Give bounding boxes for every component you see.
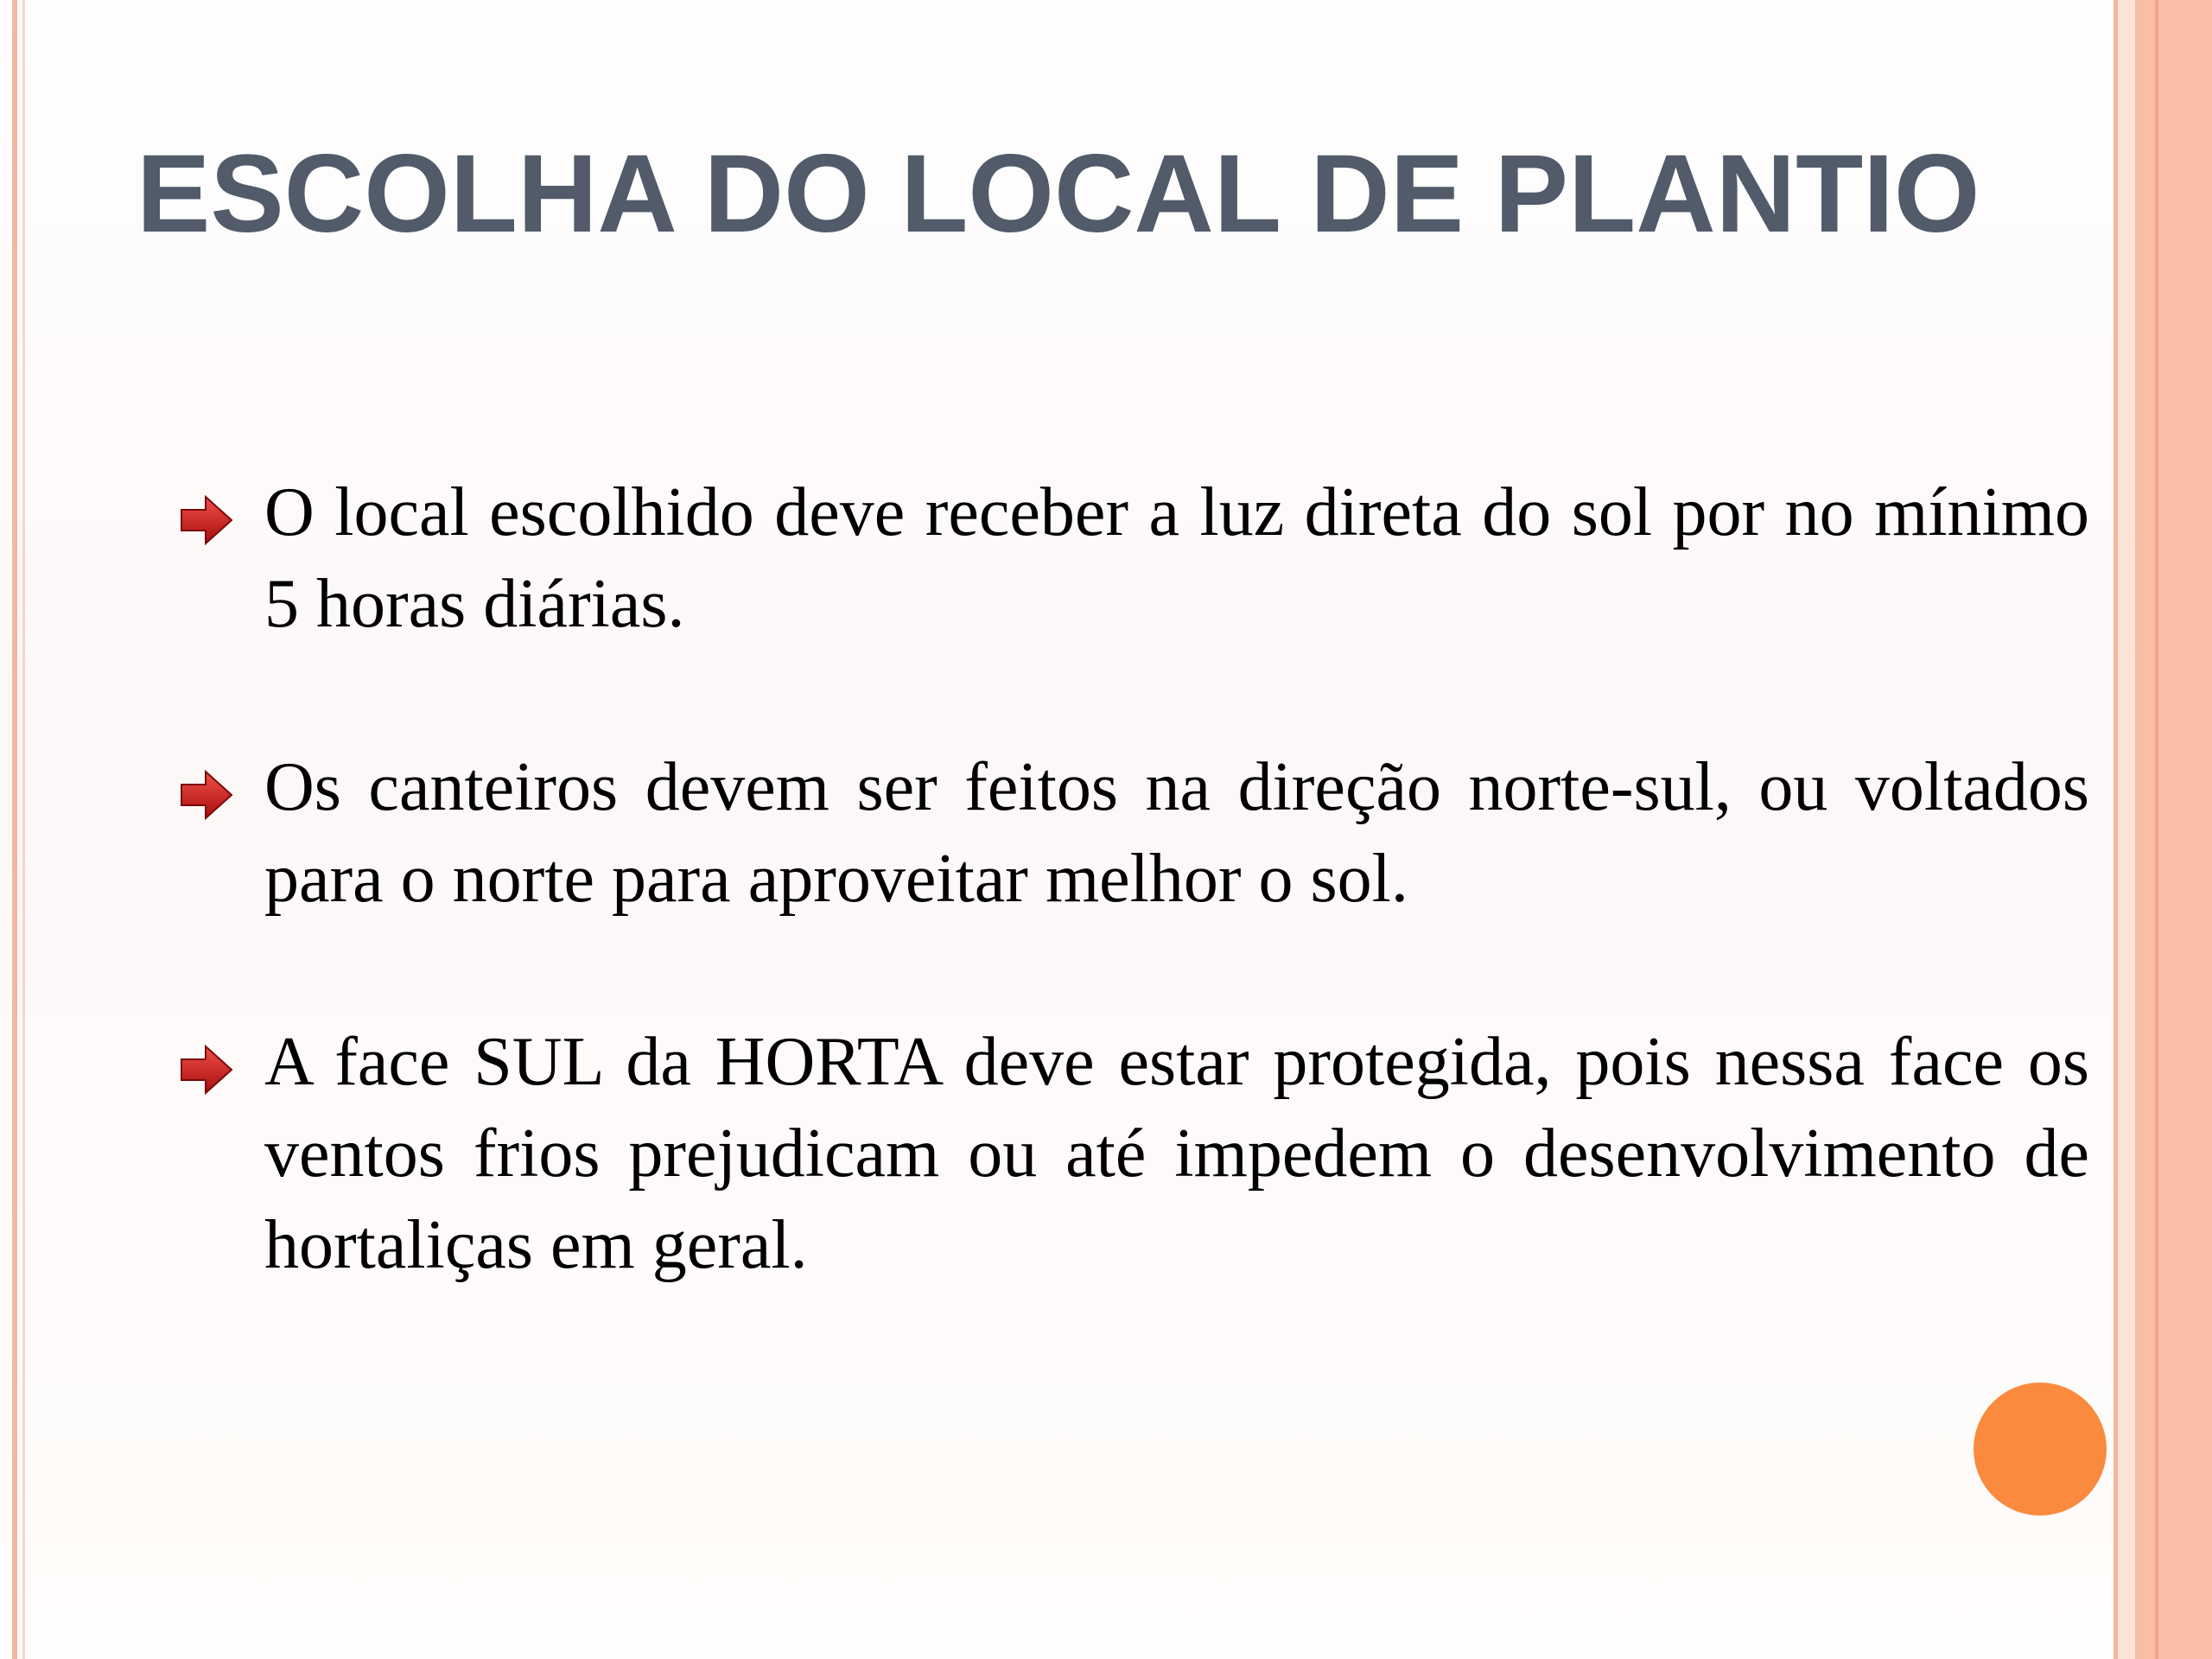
red-arrow-icon: [180, 770, 233, 820]
right-border-band-line: [2155, 0, 2158, 1659]
bullet-text: O local escolhido deve receber a luz direta do sol por no mínimo 5 horas diárias.: [264, 474, 2089, 642]
bullet-text: A face SUL da HORTA deve estar protegida, pois nessa face os ventos frios prejudicam ou até impedem o desenvolvimento de hortaliças em geral.: [264, 1024, 2089, 1283]
right-border-band: [2135, 0, 2212, 1659]
bullet-item: [173, 741, 2089, 925]
right-border-band-light: [2118, 0, 2135, 1659]
left-border-line: [12, 0, 17, 1659]
bullet-list: [173, 467, 2089, 1382]
orange-circle-decoration: [1974, 1382, 2107, 1516]
bullet-item: [173, 1016, 2089, 1291]
red-arrow-icon: [180, 495, 233, 545]
red-arrow-icon: [180, 1045, 233, 1095]
left-border-line-inner: [22, 0, 25, 1659]
bullet-text: Os canteiros devem ser feitos na direção norte-sul, ou voltados para o norte para aproveitar melhor o sol.: [264, 749, 2089, 917]
slide-title: ESCOLHA DO LOCAL DE PLANTIO: [137, 132, 1980, 256]
bullet-item: [173, 467, 2089, 650]
